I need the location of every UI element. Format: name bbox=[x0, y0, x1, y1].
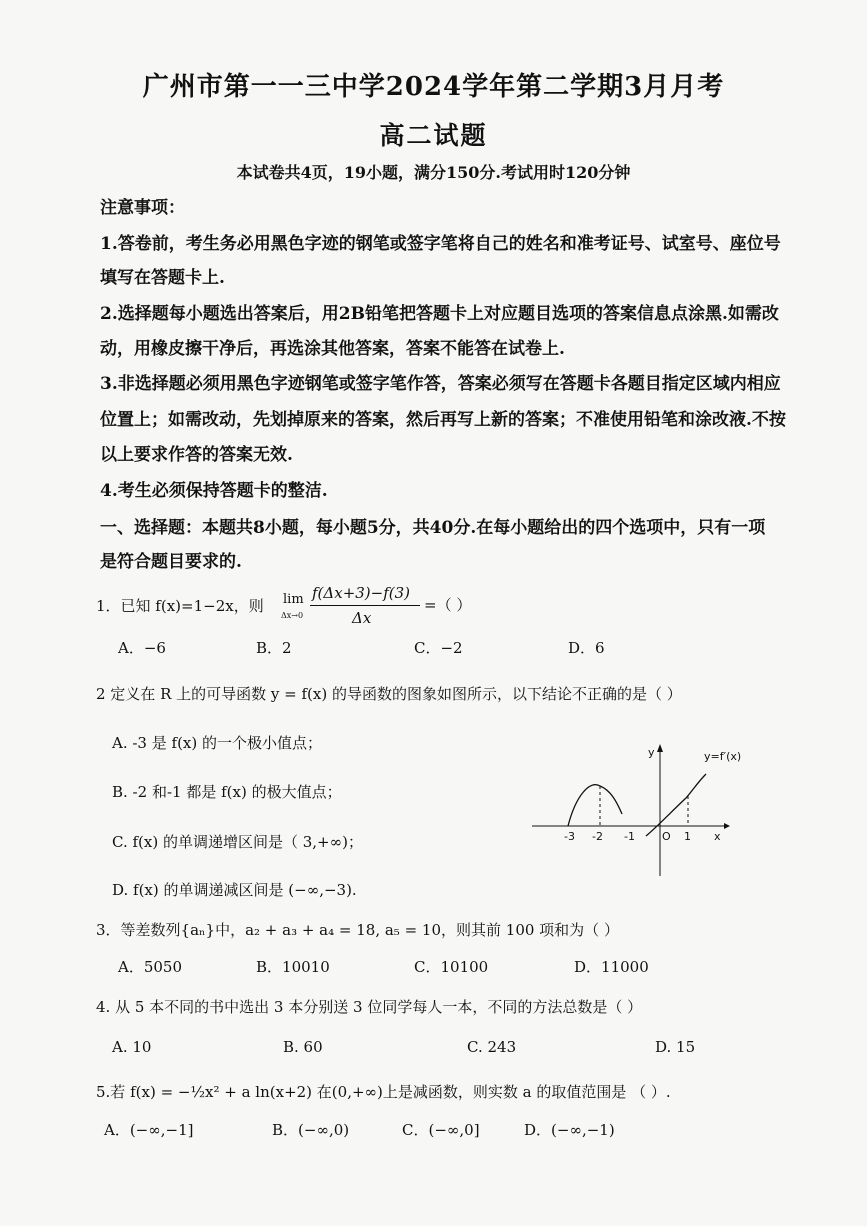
notice-heading: 注意事项： bbox=[100, 198, 185, 218]
exam-subtitle: 高二试题 bbox=[379, 121, 488, 150]
q3-option-d: D．11000 bbox=[574, 958, 649, 976]
q3-option-a: A．5050 bbox=[118, 958, 183, 976]
q4-option-d: D. 15 bbox=[655, 1038, 696, 1056]
notice-item-3-line-3: 以上要求作答的答案无效. bbox=[100, 445, 293, 465]
graph-y-label: y bbox=[648, 746, 655, 759]
graph-tick-minus-2: -2 bbox=[592, 830, 603, 843]
q5-stem: 5.若 f(x) = −½x² + a ln(x+2) 在(0,+∞)上是减函数，则实数 a 的取值范围是 （ ）. bbox=[96, 1083, 671, 1101]
graph-x-label: x bbox=[714, 830, 721, 843]
q2-option-d: D. f(x) 的单调递减区间是 (−∞,−3). bbox=[112, 881, 357, 899]
notice-item-1-line-1: 1.答卷前，考生务必用黑色字迹的钢笔或签字笔将自己的姓名和准考证号、试室号、座位号 bbox=[100, 234, 781, 254]
q4-stem: 4. 从 5 本不同的书中选出 3 本分别送 3 位同学每人一本，不同的方法总数是（ ） bbox=[96, 998, 643, 1016]
exam-info: 本试卷共4页，19小题，满分150分.考试用时120分钟 bbox=[236, 163, 631, 182]
q1-option-a: A．−6 bbox=[118, 639, 166, 657]
q1-denominator: Δx bbox=[352, 609, 372, 627]
x-axis-arrow-icon bbox=[724, 823, 730, 829]
q4-option-a: A. 10 bbox=[112, 1038, 152, 1056]
section1-line-2: 是符合题目要求的. bbox=[100, 552, 242, 572]
graph-tick-minus-3: -3 bbox=[564, 830, 575, 843]
derivative-graph bbox=[528, 740, 748, 880]
q2-stem: 2 定义在 R 上的可导函数 y = f(x) 的导函数的图象如图所示，以下结论不正确的是（ ） bbox=[96, 685, 682, 703]
q1-lim: lim bbox=[283, 592, 304, 607]
notice-item-3-line-1: 3.非选择题必须用黑色字迹钢笔或签字笔作答，答案必须写在答题卡各题目指定区域内相应 bbox=[100, 374, 781, 394]
q1-option-c: C．−2 bbox=[414, 639, 463, 657]
q1-option-b: B．2 bbox=[256, 639, 292, 657]
q1-numerator: f(Δx+3)−f(3) bbox=[312, 584, 411, 602]
q3-stem: 3．等差数列{aₙ}中，a₂ + a₃ + a₄ = 18, a₅ = 10，则其前 100 项和为（ ） bbox=[96, 921, 619, 939]
q4-option-c: C. 243 bbox=[467, 1038, 517, 1056]
q1-option-d: D．6 bbox=[568, 639, 605, 657]
q3-option-c: C．10100 bbox=[414, 958, 489, 976]
q4-option-b: B. 60 bbox=[283, 1038, 323, 1056]
q2-option-a: A. -3 是 f(x) 的一个极小值点； bbox=[112, 734, 323, 752]
q2-option-c: C. f(x) 的单调递增区间是（ 3,+∞)； bbox=[112, 833, 363, 851]
notice-item-4: 4.考生必须保持答题卡的整洁. bbox=[100, 481, 328, 501]
curve-right bbox=[646, 774, 706, 836]
q1-lim-sub: Δx→0 bbox=[281, 611, 304, 620]
q1-stem-suffix: =（ ） bbox=[424, 596, 472, 614]
q5-option-c: C．(−∞,0] bbox=[402, 1121, 480, 1139]
q2-option-b: B. -2 和-1 都是 f(x) 的极大值点； bbox=[112, 783, 342, 801]
graph-tick-minus-1: -1 bbox=[624, 830, 635, 843]
q5-option-d: D．(−∞,−1) bbox=[524, 1121, 615, 1139]
q1-fraction-bar bbox=[310, 605, 420, 606]
graph-curve-label: y=f′(x) bbox=[704, 750, 742, 763]
q5-option-a: A．(−∞,−1] bbox=[104, 1121, 194, 1139]
y-axis-arrow-icon bbox=[657, 744, 663, 752]
curve-left bbox=[568, 785, 622, 826]
q5-option-b: B．(−∞,0) bbox=[272, 1121, 350, 1139]
notice-item-2-line-2: 动，用橡皮擦干净后，再选涂其他答案，答案不能答在试卷上. bbox=[100, 339, 565, 359]
q1-stem-prefix: 1．已知 f(x)=1−2x，则 bbox=[96, 597, 264, 615]
notice-item-2-line-1: 2.选择题每小题选出答案后，用2B铅笔把答题卡上对应题目选项的答案信息点涂黑.如需改 bbox=[100, 304, 779, 324]
q3-option-b: B．10010 bbox=[256, 958, 330, 976]
graph-origin-label: O bbox=[662, 830, 671, 843]
section1-line-1: 一、选择题：本题共8小题，每小题5分，共40分.在每小题给出的四个选项中，只有一项 bbox=[100, 518, 766, 538]
graph-tick-1: 1 bbox=[684, 830, 691, 843]
exam-title: 广州市第一一三中学2024学年第二学期3月月考 bbox=[142, 72, 725, 102]
notice-item-1-line-2: 填写在答题卡上. bbox=[100, 268, 225, 288]
notice-item-3-line-2: 位置上；如需改动，先划掉原来的答案，然后再写上新的答案；不准使用铅笔和涂改液.不按 bbox=[100, 410, 786, 430]
